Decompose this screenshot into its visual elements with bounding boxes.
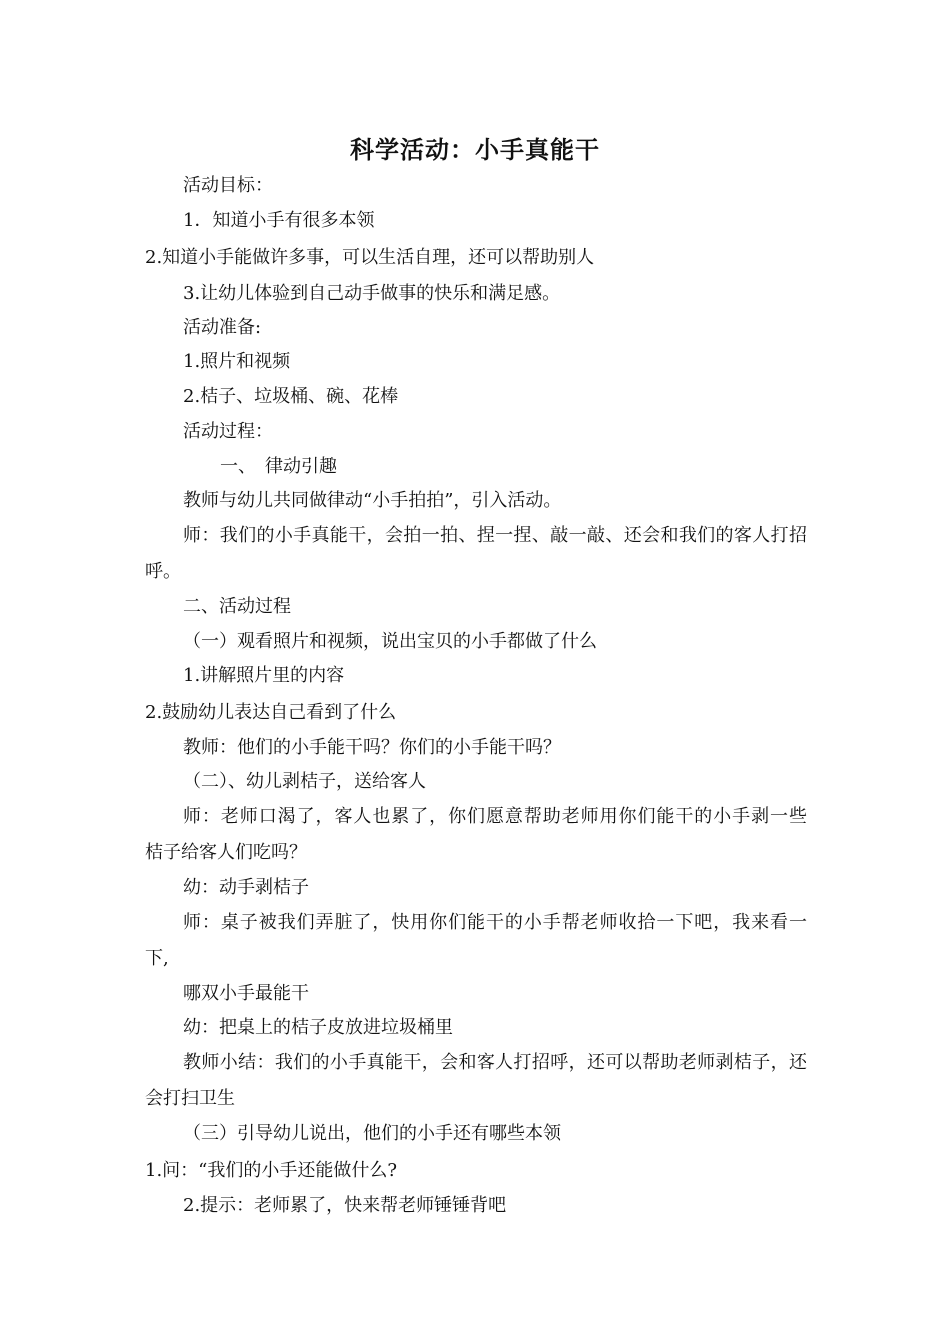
sub-step-heading: （二）、幼儿剥桔子，送给客人 bbox=[183, 771, 426, 792]
document-title: 科学活动：小手真能干 bbox=[350, 136, 600, 164]
paragraph-line: 教师与幼儿共同做律动“小手拍拍”，引入活动。 bbox=[183, 490, 562, 511]
section-heading-preparation: 活动准备: bbox=[183, 317, 262, 338]
paragraph-line: 2.鼓励幼儿表达自己看到了什么 bbox=[145, 702, 397, 723]
paragraph-line: 下, bbox=[145, 948, 169, 969]
summary-line: 教师小结：我们的小手真能干，会和客人打招呼，还可以帮助老师剥桔子，还 bbox=[183, 1052, 807, 1073]
paragraph-line: 教师：他们的小手能干吗？你们的小手能干吗？ bbox=[183, 737, 561, 758]
paragraph-line: 1.讲解照片里的内容 bbox=[183, 665, 345, 686]
paragraph-line: 幼：动手剥桔子 bbox=[183, 877, 309, 898]
preparation-item: 1.照片和视频 bbox=[183, 351, 291, 372]
paragraph-line: 1.问：“我们的小手还能做什么? bbox=[145, 1160, 398, 1181]
preparation-item: 2.桔子、垃圾桶、碗、花棒 bbox=[183, 386, 399, 407]
paragraph-line: 桔子给客人们吃吗？ bbox=[145, 842, 307, 863]
process-step-heading: 一、 律动引趣 bbox=[220, 456, 337, 477]
paragraph-line: 呼。 bbox=[145, 561, 181, 582]
process-step-heading: 二、活动过程 bbox=[183, 596, 291, 617]
sub-step-heading: （三）引导幼儿说出，他们的小手还有哪些本领 bbox=[183, 1123, 561, 1144]
paragraph-line: 师：我们的小手真能干，会拍一拍、捏一捏、敲一敲、还会和我们的客人打招 bbox=[183, 525, 807, 546]
goal-item: 2.知道小手能做许多事，可以生活自理，还可以帮助别人 bbox=[145, 247, 595, 268]
goal-item: 3.让幼儿体验到自己动手做事的快乐和满足感。 bbox=[183, 283, 561, 304]
section-heading-goals: 活动目标： bbox=[183, 175, 273, 196]
sub-step-heading: （一）观看照片和视频，说出宝贝的小手都做了什么 bbox=[183, 631, 597, 652]
paragraph-line: 2.提示：老师累了，快来帮老师锤锤背吧 bbox=[183, 1195, 507, 1216]
summary-line: 会打扫卫生 bbox=[145, 1088, 235, 1109]
paragraph-line: 哪双小手最能干 bbox=[183, 983, 309, 1004]
paragraph-line: 师：桌子被我们弄脏了，快用你们能干的小手帮老师收拾一下吧，我来看一 bbox=[183, 912, 807, 933]
section-heading-process: 活动过程： bbox=[183, 421, 273, 442]
paragraph-line: 幼：把桌上的桔子皮放进垃圾桶里 bbox=[183, 1017, 453, 1038]
paragraph-line: 师：老师口渴了，客人也累了，你们愿意帮助老师用你们能干的小手剥一些 bbox=[183, 806, 807, 827]
goal-item: 1．知道小手有很多本领 bbox=[183, 210, 375, 231]
